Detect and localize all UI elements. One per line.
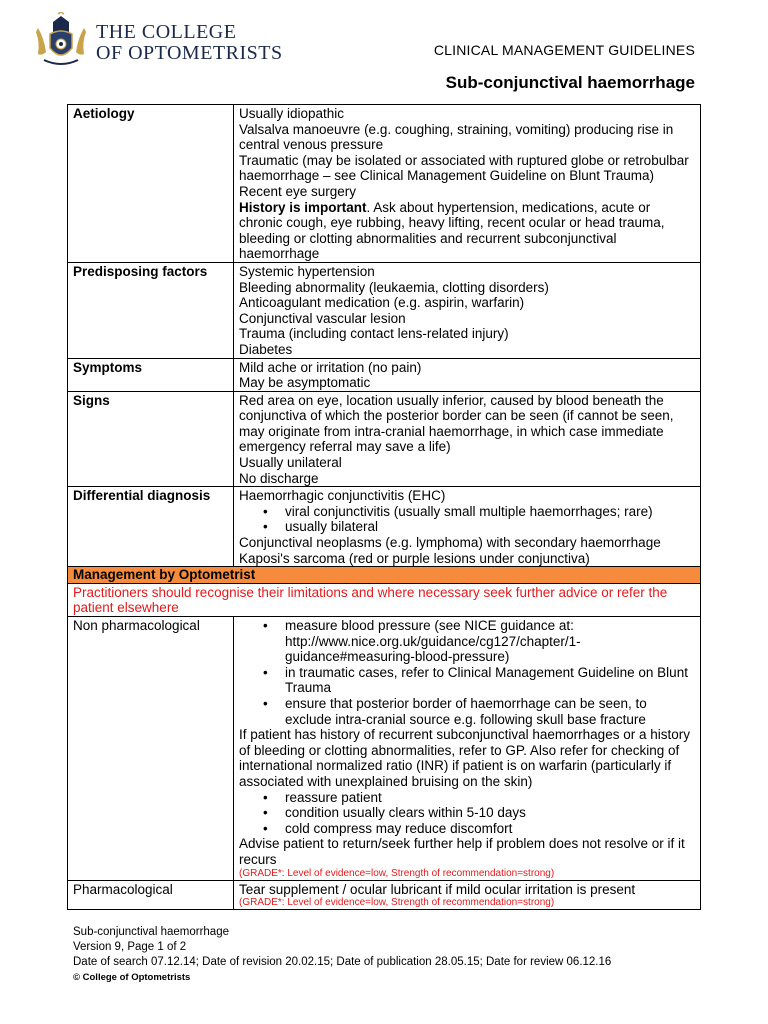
- predisposing-line: Anticoagulant medication (e.g. aspirin, warfarin): [239, 295, 525, 311]
- pharm-text: Tear supplement / ocular lubricant if mild ocular irritation is present: [239, 881, 636, 897]
- row-content: [234, 391, 701, 487]
- history-note-text: . Ask about hypertension, medications, acute or chronic cough, eye rubbing, heavy lifting, recent ocular or head trauma, bleeding or clotting abnormalities and recurrent subconjunctival haemorrhage: [239, 199, 665, 262]
- list-item: • condition usually clears within 5-10 days: [263, 805, 695, 821]
- footer-copyright: © College of Optometrists: [73, 972, 191, 983]
- row-content: [234, 105, 701, 263]
- list-item: • cold compress may reduce discomfort: [263, 821, 695, 837]
- aetiology-line: Recent eye surgery: [239, 183, 357, 199]
- row-management-heading: [68, 567, 701, 584]
- practitioners-note: Practitioners should recognise their limitations and where necessary seek further advice or refer the patient elsewhere: [68, 583, 701, 616]
- list-item: • viral conjunctivitis (usually small multiple haemorrhages; rare): [263, 504, 695, 520]
- row-predisposing-factors: [68, 262, 701, 358]
- history-note: [239, 200, 695, 262]
- advise-text: Advise patient to return/seek further help if problem does not resolve or if it recurs: [239, 836, 685, 867]
- predisposing-line: Systemic hypertension: [239, 263, 375, 279]
- signs-line: Red area on eye, location usually inferior, caused by blood beneath the conjunctiva of which the posterior border can be seen (if cannot be seen, may originate from intra-cranial haemorrhage, in which case immediate emergency referral may save a life): [239, 392, 674, 455]
- differential-line: Kaposi's sarcoma (red or purple lesions under conjunctiva): [239, 550, 590, 566]
- row-label: Pharmacological: [68, 880, 234, 910]
- document-title: Sub-conjunctival haemorrhage: [445, 73, 695, 92]
- document-type: CLINICAL MANAGEMENT GUIDELINES: [433, 42, 695, 58]
- aetiology-line: Valsalva manoeuvre (e.g. coughing, straining, vomiting) producing rise in central venous pressure: [239, 121, 674, 153]
- footer-dates: Date of search 07.12.14; Date of revision 20.02.15; Date of publication 28.05.15; Date for review 06.12.16: [73, 956, 612, 968]
- row-differential-diagnosis: [68, 487, 701, 567]
- list-item: • reassure patient: [263, 790, 695, 806]
- college-crest-logo: [32, 12, 90, 68]
- differential-line: Conjunctival neoplasms (e.g. lymphoma) with secondary haemorrhage: [239, 535, 661, 551]
- row-signs: [68, 391, 701, 487]
- non-pharm-bullets: [239, 618, 695, 727]
- row-label: Non pharmacological: [68, 617, 234, 881]
- advice-bullets: [239, 790, 695, 837]
- list-item: • measure blood pressure (see NICE guidance at: http://www.nice.org.uk/guidance/cg127/chapter/1-guidance#measuring-blood-pressure): [263, 618, 695, 665]
- predisposing-line: Diabetes: [239, 341, 293, 357]
- row-practitioners-note: [68, 583, 701, 616]
- list-item: • in traumatic cases, refer to Clinical Management Guideline on Blunt Trauma: [263, 665, 695, 696]
- predisposing-line: Trauma (including contact lens-related injury): [239, 326, 509, 342]
- aetiology-line: Traumatic (may be isolated or associated with ruptured globe or retrobulbar haemorrhage – see Clinical Management Guideline on Blunt Trauma): [239, 152, 689, 184]
- footer-title: Sub-conjunctival haemorrhage: [73, 926, 229, 938]
- row-label: Aetiology: [68, 105, 234, 263]
- list-item: • ensure that posterior border of haemorrhage can be seen, to exclude intra-cranial source e.g. following skull base fracture: [263, 696, 695, 727]
- row-content: [234, 358, 701, 391]
- row-label: Differential diagnosis: [68, 487, 234, 567]
- predisposing-line: Bleeding abnormality (leukaemia, clotting disorders): [239, 279, 549, 295]
- guideline-table: [67, 104, 701, 910]
- predisposing-line: Conjunctival vascular lesion: [239, 310, 406, 326]
- signs-line: No discharge: [239, 470, 319, 486]
- management-heading: Management by Optometrist: [68, 567, 701, 584]
- aetiology-line: Usually idiopathic: [239, 106, 345, 121]
- list-item: • usually bilateral: [263, 519, 695, 535]
- row-content: [234, 880, 701, 910]
- college-name-line2: OF OPTOMETRISTS: [96, 42, 283, 64]
- symptoms-line: Mild ache or irritation (no pain): [239, 359, 422, 375]
- row-label: Signs: [68, 391, 234, 487]
- row-label: Symptoms: [68, 358, 234, 391]
- row-content: [234, 617, 701, 881]
- grade-note: (GRADE*: Level of evidence=low, Strength of recommendation=strong): [239, 897, 555, 909]
- row-non-pharmacological: [68, 617, 701, 881]
- grade-note: (GRADE*: Level of evidence=low, Strength of recommendation=strong): [239, 867, 555, 879]
- row-pharmacological: [68, 880, 701, 910]
- signs-line: Usually unilateral: [239, 455, 342, 471]
- row-symptoms: [68, 358, 701, 391]
- college-name-line1: THE COLLEGE: [96, 21, 237, 43]
- row-label: Predisposing factors: [68, 262, 234, 358]
- footer-version: Version 9, Page 1 of 2: [73, 941, 187, 953]
- symptoms-line: May be asymptomatic: [239, 375, 371, 391]
- row-content: [234, 262, 701, 358]
- row-content: [234, 487, 701, 567]
- history-note-bold: History is important: [239, 199, 367, 215]
- row-aetiology: [68, 105, 701, 263]
- college-name: [96, 22, 283, 64]
- page-footer: [73, 925, 611, 985]
- referral-paragraph: If patient has history of recurrent subconjunctival haemorrhages or a history of bleeding or clotting abnormalities, refer to GP. Also refer for checking of international normalized ratio (INR) if patient is on warfarin (particularly if associated with unexplained bruising on the skin): [239, 727, 690, 789]
- differential-bullets: [239, 504, 695, 535]
- differential-line: Haemorrhagic conjunctivitis (EHC): [239, 488, 446, 504]
